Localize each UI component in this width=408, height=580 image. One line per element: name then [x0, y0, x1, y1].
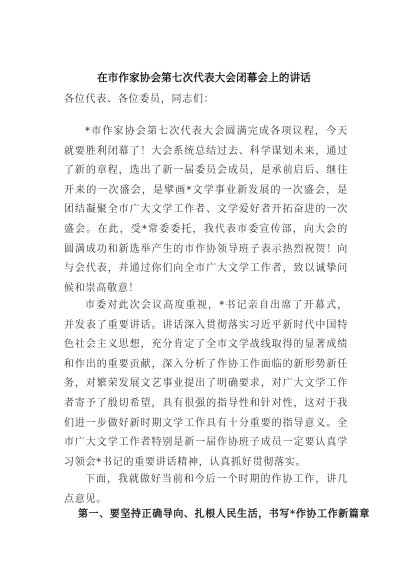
body-paragraph-2: 市委对此次会议高度重视，*书记亲自出席了开幕式，并发表了重要讲话。讲话深入贯彻落实习近平新时代中国特色社会主义思想，充分肯定了全市文学战线取得的显著成绩和作出的重要贡献，深入分析了作协工作面临的新形势新任务，对繁荣发展文艺事业提出了明确要求，对广大文学工作者寄予了殷切希望，具有很强的指导性和针对性，这对于我们进一步做好新时期文学工作具有十分重要的指导意义。全市广大文学工作者特别是新一届作协班子成员一定要认真学习领会*书记的重要讲话精神，认真抓好贯彻落实。 [64, 300, 348, 468]
body-paragraph-3: 下面，我就做好当前和今后一个时期的作协工作，讲几点意见。 [64, 474, 348, 505]
greeting-line: 各位代表、各位委员，同志们： [64, 94, 215, 105]
document-title: 在市作家协会第七次代表大会闭幕会上的讲话 [97, 72, 311, 84]
section-heading: 第一、要坚持正确导向、扎根人民生活，书写*作协工作新篇章 [78, 509, 371, 520]
body-paragraph-1: *市作家协会第七次代表大会圆满完成各项议程，今天就要胜利闭幕了！大会系统总结过去、科学谋划未来，通过了新的章程，选出了新一届委员会成员，是承前启后、继往开来的一次盛会，是擘画*文学事业新发展的一次盛会，是团结凝聚全市广大文学工作者、文学爱好者开拓奋进的一次盛会。在此，受*常委委托，我代表市委宣传部，向大会的圆满成功和新选举产生的市作协领导班子表示热烈祝贺！向与会代表，并通过你们向全市广大文学工作者，致以诚挚问候和崇高敬意！ [64, 126, 348, 294]
